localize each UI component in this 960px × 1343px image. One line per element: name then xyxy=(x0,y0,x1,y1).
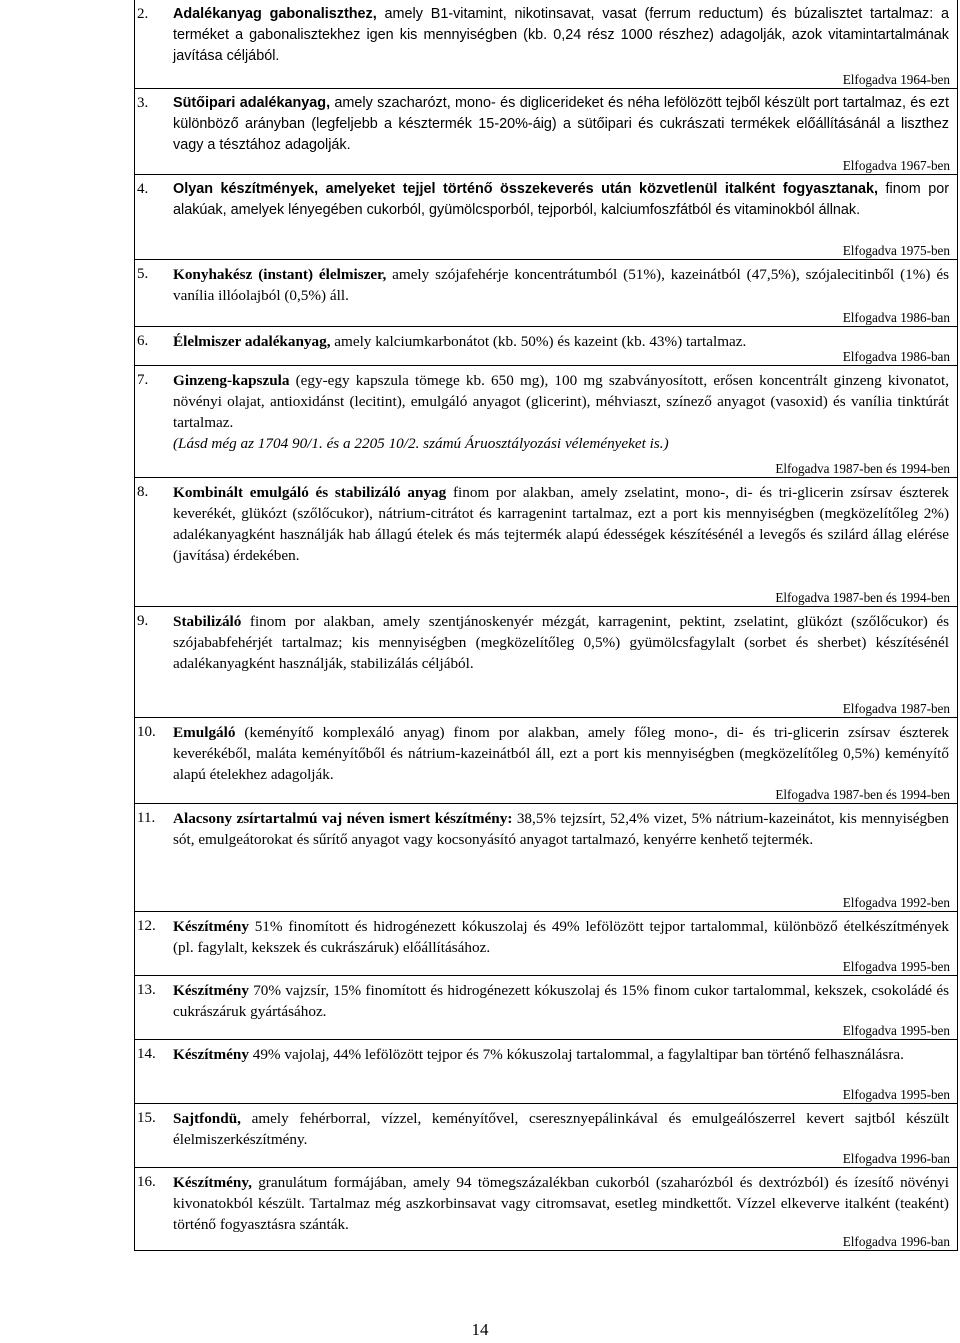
accepted-note: Elfogadva 1986-ban xyxy=(842,310,950,325)
accepted-note: Elfogadva 1995-ben xyxy=(842,959,950,974)
entry-title: Készítmény xyxy=(173,918,249,935)
entry-3 xyxy=(135,88,957,174)
entry-body xyxy=(173,1172,949,1235)
entry-number: 16. xyxy=(137,1174,156,1190)
entry-title: Stabilizáló xyxy=(173,613,242,630)
entry-title: Készítmény xyxy=(173,982,249,999)
entry-text: amely fehérborral, vízzel, keményítővel, cseresznyepálinkával és emulgeálószerrel kevert sajtból készült élelmiszerkészítmény. xyxy=(173,1110,949,1148)
entry-title: Ginzeng-kapszula xyxy=(173,372,290,389)
entry-body xyxy=(173,1108,949,1150)
entry-body xyxy=(173,808,949,850)
entry-body xyxy=(173,722,949,785)
entry-6 xyxy=(135,326,957,365)
entry-13 xyxy=(135,975,957,1039)
entry-number: 14. xyxy=(137,1046,156,1062)
entry-9 xyxy=(135,606,957,717)
entry-title: Konyhakész (instant) élelmiszer, xyxy=(173,266,387,283)
accepted-note: Elfogadva 1992-ben xyxy=(842,895,950,910)
entry-reference: (Lásd még az 1704 90/1. és a 2205 10/2. számú Áruosztályozási véleményeket is.) xyxy=(173,435,669,452)
entry-body xyxy=(173,331,949,352)
accepted-note: Elfogadva 1975-ben xyxy=(842,243,950,258)
entry-number: 12. xyxy=(137,918,156,934)
accepted-note: Elfogadva 1996-ban xyxy=(842,1234,950,1249)
entry-text: amely szójafehérje koncentrátumból (51%), kazeinátból (47,5%), szójalecitinből (1%) és vanília illóolajból (0,5%) áll. xyxy=(173,266,949,304)
entry-title: Kombinált emulgáló és stabilizáló anyag xyxy=(173,484,447,501)
entry-title: Emulgáló xyxy=(173,724,236,741)
entry-number: 3. xyxy=(137,95,149,111)
entry-body xyxy=(173,611,949,674)
entry-title: Készítmény, xyxy=(173,1174,252,1191)
entry-number: 15. xyxy=(137,1110,156,1126)
entry-text: (keményítő komplexáló anyag) finom por alakban, amely főleg mono-, di- és tri-glicerin zsírsav észterek keverékéből, maláta keményítőből és nátrium-kazeinátból áll, ezt a port kis mennyiségben (megközelítőleg 0,5%) keményítő alapú ételekhez adagolják. xyxy=(173,724,949,783)
entry-7 xyxy=(135,365,957,477)
entry-4 xyxy=(135,174,957,259)
entry-number: 13. xyxy=(137,982,156,998)
entry-11 xyxy=(135,803,957,911)
entry-text: finom por alakban, amely zselatint, mono-, di- és tri-glicerin zsírsav észterek keverékét, glükózt (szőlőcukor), nátrium-citrátot és karragenint tartalmaz, ezt a port kis mennyiségben (megközelítőleg 2%) adalékanyagként használják hab állagú ételek és más tejtermék alapú édességek készítésénél a levegős és szilárd állag elérése (javítása) érdekében. xyxy=(173,484,949,564)
entry-text: finom por alakban, amely szentjánoskenyér mézgát, karragenint, pektint, zselatint, glükózt (szőlőcukor) és szójababfehérjét tartalmaz; kis mennyiségben (megközelítőleg 0,5%) gyümölcsfagylalt (sorbet és sherbet) készítésénél adalékanyagként használják, stabilizálás céljából. xyxy=(173,613,949,672)
entry-8 xyxy=(135,477,957,606)
entry-title: Adalékanyag gabonaliszthez, xyxy=(173,6,377,22)
accepted-note: Elfogadva 1996-ban xyxy=(842,1151,950,1166)
entry-number: 9. xyxy=(137,613,149,629)
entry-body xyxy=(173,1044,949,1065)
accepted-note: Elfogadva 1987-ben xyxy=(842,701,950,716)
entry-body xyxy=(173,93,949,156)
entry-number: 6. xyxy=(137,333,149,349)
entry-body xyxy=(173,482,949,566)
entry-text: (egy-egy kapszula tömege kb. 650 mg), 100 mg szabványosított, erősen koncentrált ginzeng kivonatot, növényi olajat, antioxidánst (lecitint), emulgáló anyagot (glicerint), méhviaszt, színező anyagot (vasoxid) és vanília tinktúrát tartalmaz. xyxy=(173,372,949,431)
accepted-note: Elfogadva 1987-ben és 1994-ben xyxy=(775,787,950,802)
entry-text: 38,5% tejzsírt, 52,4% vizet, 5% nátrium-kazeinátot, kis mennyiségben sót, emulgeátorokat és sűrítő anyagot vagy kocsonyásító anyagot tartalmazó, kenyérre kenhető tejtermék. xyxy=(173,810,949,848)
entry-text: amely kalciumkarbonátot (kb. 50%) és kazeint (kb. 43%) tartalmaz. xyxy=(330,333,747,350)
entry-body xyxy=(173,4,949,67)
entry-body xyxy=(173,916,949,958)
entry-number: 4. xyxy=(137,181,149,197)
entry-title: Élelmiszer adalékanyag, xyxy=(173,333,331,350)
entry-number: 11. xyxy=(137,810,156,826)
entry-number: 2. xyxy=(137,6,149,22)
entry-number: 10. xyxy=(137,724,156,740)
entry-title: Sajtfondü, xyxy=(173,1110,241,1127)
entry-text: granulátum formájában, amely 94 tömegszázalékban cukorból (szaharózból és dextrózból) és ízesítő növényi kivonatokból készült. Tartalmaz még aszkorbinsavat vagy citromsavat, esetleg mindkettőt. Vízzel elkeverve italként (teaként) történő fogyasztásra szánták. xyxy=(173,1174,949,1233)
entry-16 xyxy=(135,1167,957,1250)
accepted-note: Elfogadva 1987-ben és 1994-ben xyxy=(775,590,950,605)
entry-title: Olyan készítmények, amelyeket tejjel történő összekeverés után közvetlenül italként fogyasztanak, xyxy=(173,181,878,197)
entry-body xyxy=(173,370,949,454)
entry-text: 51% finomított és hidrogénezett kókuszolaj és 49% lefölözött tejpor tartalommal, különböző ételkészítmények (pl. fagylalt, kekszek és cukrászáruk) előállításához. xyxy=(173,918,949,956)
entry-2 xyxy=(135,0,957,88)
entry-text: amely szacharózt, mono- és digliceridеket és néha lefölözött tejből készült port tartalmaz, és ezt különböző arányban (legfeljebb a késztermék 15-20%-áig) a sütőipari és cukrászati termékek előállításánál a liszthez vagy a tésztához adagolják. xyxy=(173,95,949,153)
entry-15 xyxy=(135,1103,957,1167)
entry-number: 5. xyxy=(137,266,149,282)
entry-10 xyxy=(135,717,957,803)
accepted-note: Elfogadva 1964-ben xyxy=(842,72,950,87)
accepted-note: Elfogadva 1967-ben xyxy=(842,158,950,173)
entry-number: 8. xyxy=(137,484,149,500)
entry-title: Készítmény xyxy=(173,1046,249,1063)
entry-12 xyxy=(135,911,957,975)
entries-table xyxy=(134,0,958,1251)
entry-text: amely B1-vitamint, nikotinsavat, vasat (ferrum reductum) és búzalisztet tartalmaz: a terméket a gabonalisztekhez igen kis mennyiségben (kb. 0,24 rész 1000 részhez) adagolják, azok vitamintartalmának javítása céljából. xyxy=(173,6,949,64)
accepted-note: Elfogadva 1995-ben xyxy=(842,1023,950,1038)
entry-5 xyxy=(135,259,957,326)
accepted-note: Elfogadva 1995-ben xyxy=(842,1087,950,1102)
entry-body xyxy=(173,980,949,1022)
entry-14 xyxy=(135,1039,957,1103)
page-number: 14 xyxy=(471,1320,489,1339)
accepted-note: Elfogadva 1986-ban xyxy=(842,349,950,364)
entry-number: 7. xyxy=(137,372,149,388)
entry-body xyxy=(173,179,949,221)
entry-title: Sütőipari adalékanyag, xyxy=(173,95,331,111)
entry-title: Alacsony zsírtartalmú vaj néven ismert készítmény: xyxy=(173,810,513,827)
entry-text: 49% vajolaj, 44% lefölözött tejpor és 7% kókuszolaj tartalommal, a fagylaltipar ban történő felhasználásra. xyxy=(248,1046,904,1063)
accepted-note: Elfogadva 1987-ben és 1994-ben xyxy=(775,461,950,476)
entry-body xyxy=(173,264,949,306)
entry-text: finom por alakúak, amelyek lényegében cukorból, gyümölcsporból, tejporból, kalciumfoszfátból és vitaminokból állnak. xyxy=(173,181,949,218)
entry-text: 70% vajzsír, 15% finomított és hidrogénezett kókuszolaj és 15% finom cukor tartalommal, kekszek, csokoládé és cukrászáruk gyártásához. xyxy=(173,982,949,1020)
